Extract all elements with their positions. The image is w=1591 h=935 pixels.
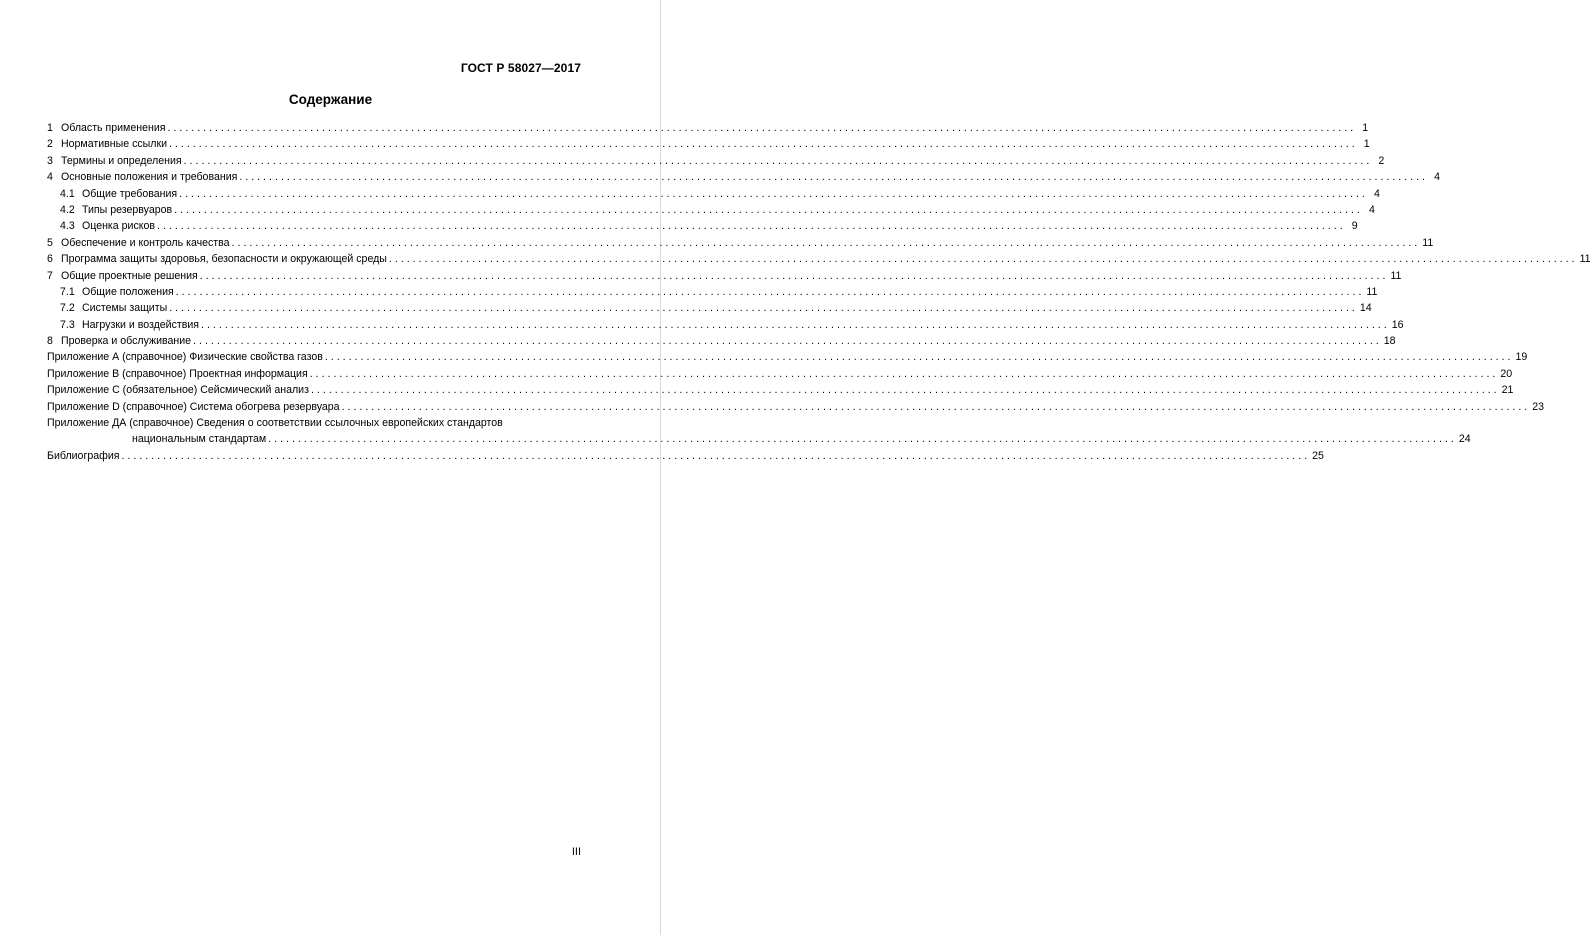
toc-entry-label-cont: национальным стандартам bbox=[132, 433, 267, 446]
toc-entry-label: Типы резервуаров bbox=[82, 203, 173, 216]
toc-entry-label: Нормативные ссылки bbox=[61, 138, 168, 151]
toc-entry[interactable] bbox=[47, 367, 1513, 384]
toc-entry[interactable] bbox=[47, 335, 1396, 351]
toc-entry[interactable] bbox=[47, 187, 1380, 204]
toc-entry[interactable] bbox=[47, 220, 1358, 236]
toc-entry-page: 20 bbox=[1500, 367, 1513, 380]
toc-entries bbox=[47, 122, 1591, 417]
toc-entry-number: 6 bbox=[47, 253, 53, 266]
dot-leader: ........................................................................................................................................................................................................ bbox=[239, 171, 1429, 184]
toc-entry-page: 4 bbox=[1368, 203, 1375, 216]
toc-entry-label: Общие требования bbox=[82, 187, 178, 200]
dot-leader: ........................................................................................................................................................................................................ bbox=[121, 449, 1311, 462]
toc-entry-page: 2 bbox=[1378, 154, 1385, 167]
page-number: III bbox=[571, 846, 581, 858]
toc-entry-page: 11 bbox=[1579, 253, 1591, 266]
toc-entry-number: 3 bbox=[47, 154, 53, 167]
toc-entry-label: Программа защиты здоровья, безопасности и окружающей среды bbox=[61, 253, 387, 266]
dot-leader: ........................................................................................................................................................................................................ bbox=[179, 187, 1368, 200]
toc-entry-number: 4.3 bbox=[60, 220, 75, 233]
dot-leader: ........................................................................................................................................................................................................ bbox=[201, 318, 1390, 331]
dot-leader: ........................................................................................................................................................................................................ bbox=[388, 253, 1578, 266]
toc-entry-page: 16 bbox=[1391, 318, 1404, 331]
toc-entry-number: 7.1 bbox=[60, 285, 75, 298]
dot-leader: ........................................................................................................................................................................................................ bbox=[175, 285, 1365, 298]
dot-leader: ........................................................................................................................................................................................................ bbox=[324, 351, 1514, 364]
toc-entry-page: 25 bbox=[1312, 449, 1324, 462]
toc-entry-label: Основные положения и требования bbox=[61, 171, 238, 184]
toc-entry-label: Обеспечение и контроль качества bbox=[61, 236, 230, 249]
toc-entry[interactable] bbox=[47, 302, 1372, 318]
dot-leader: ........................................................................................................................................................................................................ bbox=[193, 335, 1382, 348]
toc-entry-label: Общие положения bbox=[82, 285, 174, 298]
toc-entry-page: 11 bbox=[1422, 236, 1434, 249]
toc-entry-page: 9 bbox=[1351, 220, 1358, 233]
toc-entry-label: Системы защиты bbox=[82, 302, 168, 315]
dot-leader: ........................................................................................................................................................................................................ bbox=[310, 384, 1500, 397]
toc-entry-label: Оценка рисков bbox=[82, 220, 156, 233]
toc-entry[interactable] bbox=[47, 203, 1375, 220]
toc-entry-number: 4 bbox=[47, 171, 53, 184]
dot-leader: ........................................................................................................................................................................................................ bbox=[268, 433, 1457, 446]
toc-entry[interactable] bbox=[47, 171, 1441, 187]
toc-entry[interactable] bbox=[47, 236, 1434, 253]
toc-entry-number: 5 bbox=[47, 236, 53, 249]
toc-entry-page: 4 bbox=[1373, 187, 1380, 200]
toc-entry-label: Общие проектные решения bbox=[61, 269, 198, 282]
toc-entry-appendix-da[interactable] bbox=[47, 417, 1471, 450]
toc-entry-label: Приложение А (справочное) Физические свойства газов bbox=[47, 351, 323, 364]
toc-entry-label: Приложение D (справочное) Система обогрева резервуара bbox=[47, 400, 340, 413]
dot-leader: ........................................................................................................................................................................................................ bbox=[309, 367, 1499, 380]
toc-entry-page: 21 bbox=[1501, 384, 1514, 397]
dot-leader: ........................................................................................................................................................................................................ bbox=[167, 122, 1357, 134]
toc-entry-number: 4.2 bbox=[60, 203, 75, 216]
toc-entry-label: Проверка и обслуживание bbox=[61, 335, 192, 348]
toc-entry-number: 8 bbox=[47, 335, 53, 348]
toc-entry-label: Приложение ДА (справочное) Сведения о соответствии ссылочных европейских стандартов bbox=[47, 417, 503, 430]
toc-entry-bibliography[interactable] bbox=[47, 449, 1324, 466]
toc-title: Содержание bbox=[288, 92, 373, 107]
dot-leader: ........................................................................................................................................................................................................ bbox=[341, 400, 1531, 413]
toc-entry-page: 11 bbox=[1366, 285, 1378, 298]
toc-entry-number: 4.1 bbox=[60, 187, 75, 200]
toc-entry[interactable] bbox=[47, 285, 1378, 302]
dot-leader: ........................................................................................................................................................................................................ bbox=[169, 302, 1358, 315]
document-code: ГОСТ Р 58027—2017 bbox=[460, 61, 581, 75]
dot-leader: ........................................................................................................................................................................................................ bbox=[157, 220, 1346, 233]
toc-entry-page: 14 bbox=[1359, 302, 1372, 315]
toc-entry-label: Термины и определения bbox=[61, 154, 182, 167]
toc-entry[interactable] bbox=[47, 138, 1370, 154]
toc-entry-page: 24 bbox=[1458, 433, 1471, 446]
toc-entry-page: 11 bbox=[1390, 269, 1402, 282]
toc-entry-label: Приложение В (справочное) Проектная информация bbox=[47, 367, 308, 380]
toc-entry[interactable] bbox=[47, 154, 1385, 171]
toc-entry[interactable] bbox=[47, 400, 1545, 417]
toc-entry[interactable] bbox=[47, 384, 1514, 400]
toc-entry-page: 1 bbox=[1362, 122, 1369, 134]
toc-entry-page: 23 bbox=[1532, 400, 1545, 413]
toc-entry-page: 4 bbox=[1434, 171, 1441, 184]
dot-leader: ........................................................................................................................................................................................................ bbox=[174, 203, 1363, 216]
dot-leader: ........................................................................................................................................................................................................ bbox=[199, 269, 1389, 282]
toc-entry[interactable] bbox=[47, 122, 1369, 138]
toc-entry-number: 7.2 bbox=[60, 302, 75, 315]
dot-leader: ........................................................................................................................................................................................................ bbox=[169, 138, 1358, 151]
toc-entry-number: 7.3 bbox=[60, 318, 75, 331]
toc-entry-number: 2 bbox=[47, 138, 53, 151]
dot-leader: ........................................................................................................................................................................................................ bbox=[231, 236, 1421, 249]
toc-entry-page: 18 bbox=[1383, 335, 1396, 348]
dot-leader: ........................................................................................................................................................................................................ bbox=[183, 154, 1373, 167]
toc-entry-label: Нагрузки и воздействия bbox=[82, 318, 200, 331]
toc-entry[interactable] bbox=[47, 351, 1528, 367]
toc-entry[interactable] bbox=[47, 318, 1404, 335]
toc-entry-number: 7 bbox=[47, 269, 53, 282]
toc-entry-page: 19 bbox=[1515, 351, 1528, 364]
toc-entry[interactable] bbox=[47, 253, 1591, 269]
toc-entry[interactable] bbox=[47, 269, 1402, 286]
table-of-contents bbox=[47, 122, 1591, 466]
toc-entry-label: Библиография bbox=[47, 449, 120, 462]
toc-entry-label: Приложение С (обязательное) Сейсмический анализ bbox=[47, 384, 309, 397]
toc-entry-number: 1 bbox=[47, 122, 53, 134]
toc-entry-page: 1 bbox=[1363, 138, 1370, 151]
toc-entry-label: Область применения bbox=[61, 122, 166, 134]
